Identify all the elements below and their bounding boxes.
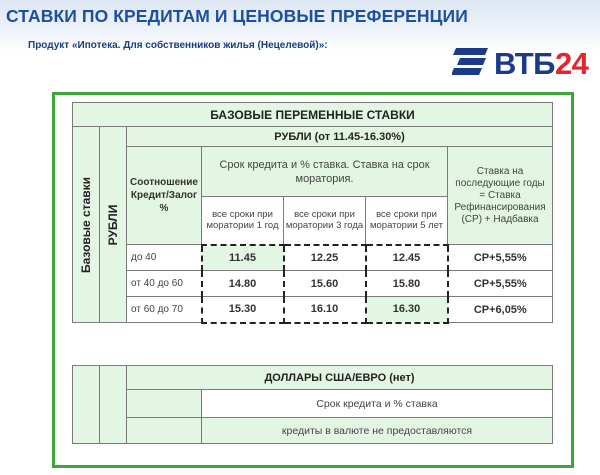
fx-term-header: Срок кредита и % ставка bbox=[202, 390, 553, 418]
vtb-flag-icon bbox=[452, 46, 490, 78]
ratio-cell: от 40 до 60 bbox=[127, 271, 202, 297]
table-row bbox=[73, 245, 553, 271]
later-rate-cell: СР+5,55% bbox=[448, 271, 553, 297]
later-years-header: Ставка на последующие годы = Ставка Рефинансирования (СР) + Надбавка bbox=[448, 147, 553, 245]
side-label-base-rates: Базовые ставки bbox=[73, 127, 100, 323]
rate-cell: 11.45 bbox=[202, 245, 284, 271]
ruble-currency-header: РУБЛИ (от 11.45-16.30%) bbox=[127, 127, 553, 147]
rate-cell: 15.80 bbox=[366, 271, 448, 297]
page-title: СТАВКИ ПО КРЕДИТАМ И ЦЕНОВЫЕ ПРЕФЕРЕНЦИИ bbox=[6, 6, 468, 26]
fx-ratio-cell-2 bbox=[127, 418, 202, 444]
fx-side-cell-2 bbox=[100, 366, 127, 444]
fx-note: кредиты в валюте не предоставляются bbox=[202, 418, 553, 444]
logo-brand: ВТБ bbox=[494, 46, 555, 81]
rates-caption: БАЗОВЫЕ ПЕРЕМЕННЫЕ СТАВКИ bbox=[73, 103, 553, 127]
side-label-rubles: РУБЛИ bbox=[100, 127, 127, 323]
table-row bbox=[73, 297, 553, 323]
rate-cell: 16.30 bbox=[366, 297, 448, 323]
moratorium-1-header: все сроки при моратории 1 год bbox=[202, 197, 284, 245]
moratorium-5-header: все сроки при моратории 5 лет bbox=[366, 197, 448, 245]
rate-cell: 12.25 bbox=[284, 245, 366, 271]
product-subtitle: Продукт «Ипотека. Для собственников жилья (Нецелевой)»: bbox=[28, 40, 328, 51]
later-rate-cell: СР+6,05% bbox=[448, 297, 553, 323]
table-row bbox=[73, 271, 553, 297]
fx-side-cell-1 bbox=[73, 366, 100, 444]
moratorium-3-header: все сроки при моратории 3 года bbox=[284, 197, 366, 245]
rate-cell: 14.80 bbox=[202, 271, 284, 297]
rate-cell: 16.10 bbox=[284, 297, 366, 323]
ruble-rates-table bbox=[72, 102, 553, 324]
rate-cell: 15.30 bbox=[202, 297, 284, 323]
ratio-header: Соотношение Кредит/Залог % bbox=[127, 147, 202, 245]
ratio-cell: до 40 bbox=[127, 245, 202, 271]
rate-cell: 15.60 bbox=[284, 271, 366, 297]
fx-ratio-cell bbox=[127, 390, 202, 418]
rate-cell: 12.45 bbox=[366, 245, 448, 271]
fx-rates-table bbox=[72, 365, 553, 444]
logo-text bbox=[494, 46, 588, 82]
fx-currency-header: ДОЛЛАРЫ США/ЕВРО (нет) bbox=[127, 366, 553, 390]
ratio-cell: от 60 до 70 bbox=[127, 297, 202, 323]
term-header: Срок кредита и % ставка. Ставка на срок моратория. bbox=[202, 147, 448, 197]
logo-number: 24 bbox=[554, 46, 589, 81]
later-rate-cell: СР+5,55% bbox=[448, 245, 553, 271]
vtb24-logo bbox=[452, 42, 600, 82]
